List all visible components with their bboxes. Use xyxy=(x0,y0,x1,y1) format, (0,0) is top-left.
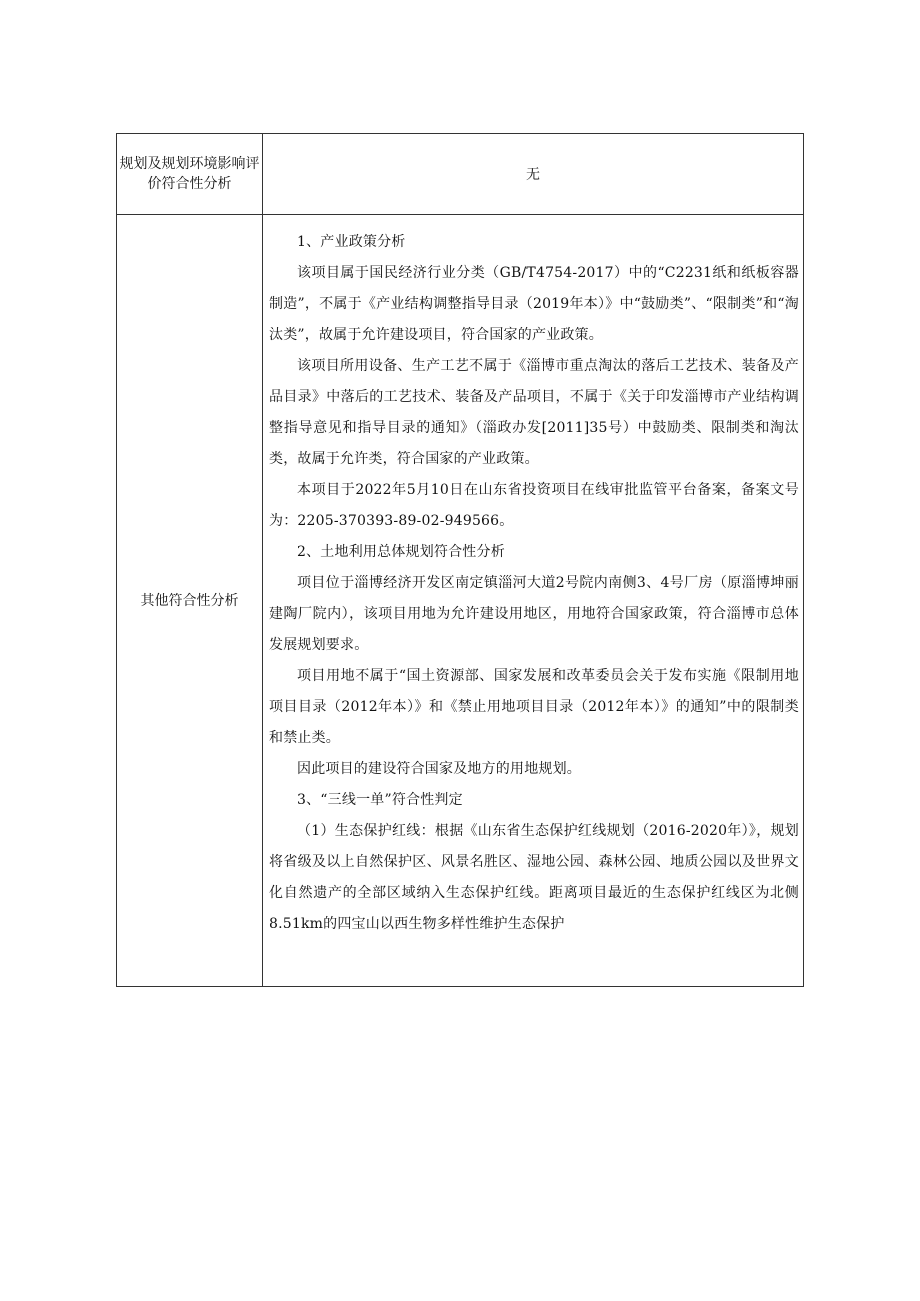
paragraph-land-restriction: 项目用地不属于“国土资源部、国家发展和改革委员会关于发布实施《限制用地项目目录（2012年本）》和《禁止用地项目目录（2012年本）》的通知”中的限制类和禁止类。 xyxy=(269,668,799,746)
row-label-other: 其他符合性分析 xyxy=(117,215,263,987)
paragraph-ecological-redline: （1）生态保护红线：根据《山东省生态保护红线规划（2016-2020年）》，规划将省级及以上自然保护区、风景名胜区、湿地公园、森林公园、地质公园以及世界文化自然遗产的全部区域纳入生态保护红线。距离项目最近的生态保护红线区为北侧8.51km的四宝山以西生物多样性维护生态保护 xyxy=(269,823,799,932)
section-heading-three-lines: 3、“三线一单”符合性判定 xyxy=(297,792,463,808)
section-heading-industry-policy: 1、产业政策分析 xyxy=(297,234,406,250)
paragraph-project-location: 项目位于淄博经济开发区南定镇淄河大道2号院内南侧3、4号厂房（原淄博坤丽建陶厂院内），该项目用地为允许建设用地区，用地符合国家政策，符合淄博市总体发展规划要求。 xyxy=(269,575,799,653)
paragraph-equipment-process: 该项目所用设备、生产工艺不属于《淄博市重点淘汰的落后工艺技术、装备及产品目录》中落后的工艺技术、装备及产品项目，不属于《关于印发淄博市产业结构调整指导意见和指导目录的通知》（淄政办发[2011]35号）中鼓励类、限制类和淘汰类，故属于允许类，符合国家的产业政策。 xyxy=(269,358,799,467)
paragraph-filing: 本项目于2022年5月10日在山东省投资项目在线审批监管平台备案，备案文号为：2205-370393-89-02-949566。 xyxy=(269,482,799,529)
paragraph-industry-classification: 该项目属于国民经济行业分类（GB/T4754-2017）中的“C2231纸和纸板容器制造”，不属于《产业结构调整指导目录（2019年本）》中“鼓励类”、“限制类”和“淘汰类”，故属于允许建设项目，符合国家的产业政策。 xyxy=(269,265,799,343)
compliance-table xyxy=(116,133,804,987)
section-heading-land-use: 2、土地利用总体规划符合性分析 xyxy=(297,544,505,560)
paragraph-land-conclusion: 因此项目的建设符合国家及地方的用地规划。 xyxy=(297,761,581,777)
table-row xyxy=(117,134,804,215)
row-content-other xyxy=(263,215,804,987)
row-value-planning: 无 xyxy=(263,134,804,215)
table-row xyxy=(117,215,804,987)
row-label-planning: 规划及规划环境影响评价符合性分析 xyxy=(117,134,263,215)
